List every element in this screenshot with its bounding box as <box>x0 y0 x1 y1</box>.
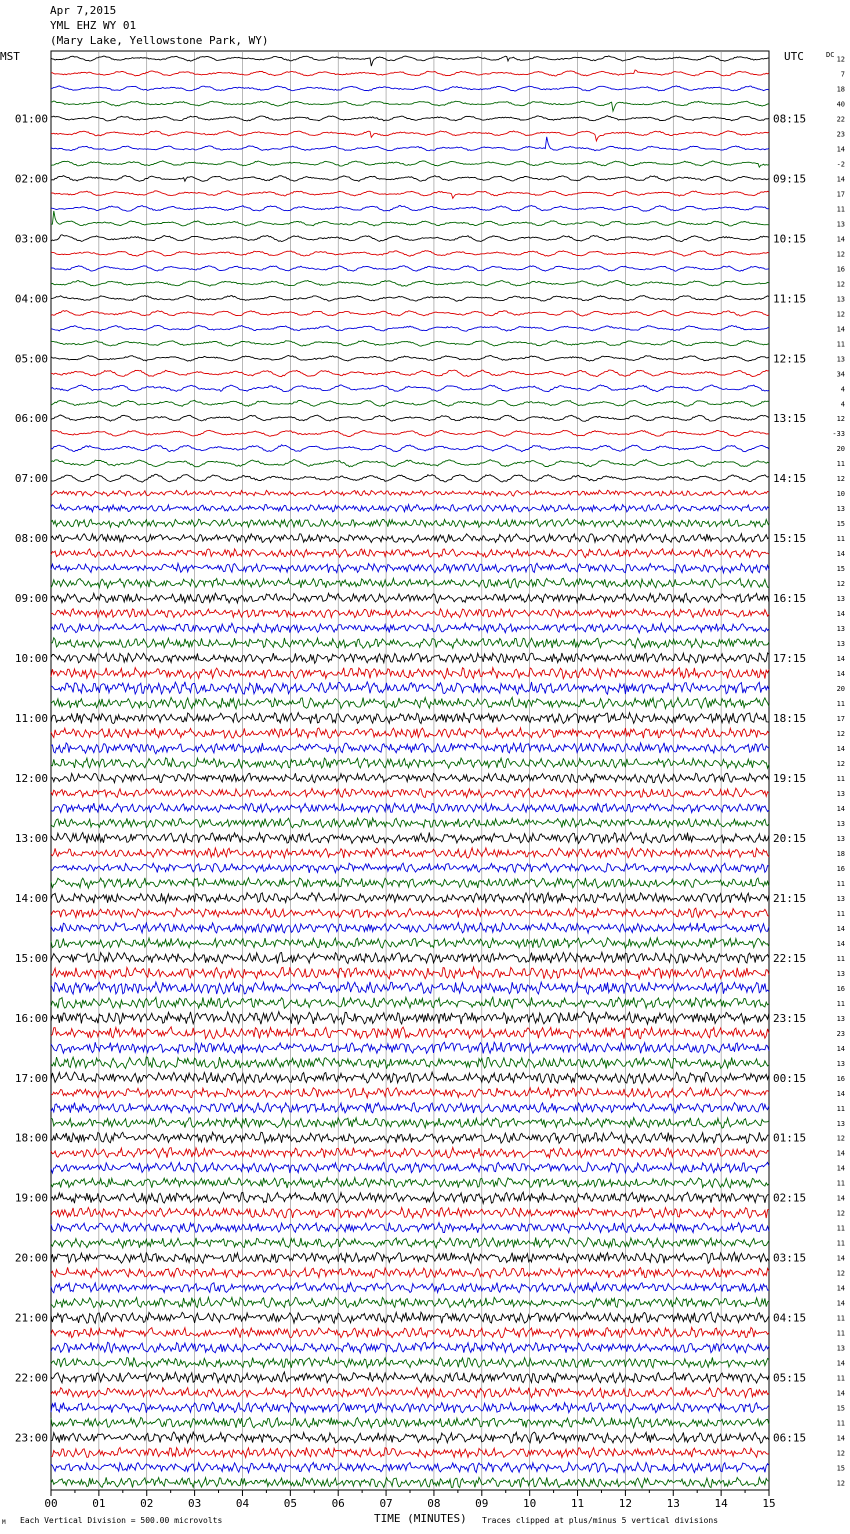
trace-line-50 <box>51 803 769 813</box>
utc-hour-label: 08:15 <box>773 112 807 126</box>
x-axis-title: TIME (MINUTES) <box>374 1512 467 1525</box>
dc-offset-value: 12 <box>836 310 845 319</box>
chart-date: Apr 7,2015 <box>50 4 117 17</box>
trace-line-22 <box>51 385 769 392</box>
dc-offset-value: 14 <box>836 1089 845 1098</box>
trace-line-77 <box>51 1208 769 1219</box>
trace-line-66 <box>51 1042 769 1053</box>
utc-hour-label: 23:15 <box>773 1011 807 1025</box>
clip-note: Traces clipped at plus/minus 5 vertical divisions <box>482 1516 719 1525</box>
dc-offset-value: 16 <box>836 265 845 274</box>
x-tick-label: 13 <box>666 1497 680 1510</box>
dc-offset-value: 4 <box>840 400 845 409</box>
trace-line-15 <box>51 281 769 287</box>
trace-line-29 <box>51 490 769 496</box>
x-tick-label: 01 <box>92 1497 106 1510</box>
mst-hour-label: 09:00 <box>14 592 48 606</box>
trace-line-27 <box>51 459 769 466</box>
trace-line-59 <box>51 938 769 949</box>
dc-offset-value: 15 <box>836 520 845 529</box>
dc-offset-value: 12 <box>836 1209 845 1218</box>
dc-offset-value: 10 <box>836 490 845 499</box>
mst-hour-label: 05:00 <box>14 352 48 366</box>
trace-line-3 <box>51 101 769 111</box>
dc-offset-value: 14 <box>836 1194 845 1203</box>
dc-offset-value: 15 <box>836 1464 845 1473</box>
dc-offset-value: 11 <box>836 1104 845 1113</box>
utc-hour-label: 06:15 <box>773 1431 807 1445</box>
dc-offset-value: 11 <box>836 700 845 709</box>
dc-offset-value: 12 <box>836 1134 845 1143</box>
trace-line-16 <box>51 296 769 302</box>
dc-offset-value: 13 <box>836 1344 845 1353</box>
x-tick-label: 06 <box>331 1497 345 1510</box>
trace-line-54 <box>51 863 769 873</box>
trace-line-85 <box>51 1327 769 1337</box>
mst-hour-label: 04:00 <box>14 292 48 306</box>
dc-offset-value: 13 <box>836 220 845 229</box>
trace-line-67 <box>51 1057 769 1069</box>
utc-hour-label: 21:15 <box>773 891 807 905</box>
x-tick-label: 08 <box>427 1497 441 1510</box>
trace-line-5 <box>51 131 769 141</box>
trace-line-65 <box>51 1027 769 1039</box>
utc-hour-label: 18:15 <box>773 712 807 726</box>
dc-offset-value: 14 <box>836 1149 845 1158</box>
dc-offset-value: 12 <box>836 730 845 739</box>
dc-offset-value: 14 <box>836 1284 845 1293</box>
trace-line-9 <box>51 191 769 199</box>
mst-hour-label: 19:00 <box>14 1191 48 1205</box>
trace-line-42 <box>51 682 769 694</box>
trace-line-20 <box>51 356 769 362</box>
dc-offset-value: 14 <box>836 745 845 754</box>
utc-hour-label: 05:15 <box>773 1371 807 1385</box>
utc-hour-label: 16:15 <box>773 592 807 606</box>
utc-hour-label: 10:15 <box>773 232 807 246</box>
trace-line-82 <box>51 1282 769 1292</box>
trace-line-4 <box>51 116 769 121</box>
trace-line-46 <box>51 743 769 754</box>
dc-offset-value: 17 <box>836 715 845 724</box>
trace-line-90 <box>51 1402 769 1413</box>
utc-hour-label: 14:15 <box>773 472 807 486</box>
trace-line-7 <box>51 161 769 167</box>
trace-line-53 <box>51 848 769 858</box>
dc-offset-value: 11 <box>836 1224 845 1233</box>
dc-offset-value: 12 <box>836 760 845 769</box>
trace-line-26 <box>51 445 769 452</box>
dc-offset-value: -33 <box>832 430 845 439</box>
trace-line-40 <box>51 653 769 663</box>
trace-line-52 <box>51 832 769 843</box>
trace-line-64 <box>51 1012 769 1025</box>
mst-hour-label: 13:00 <box>14 831 48 845</box>
dc-offset-value: 40 <box>836 100 845 109</box>
trace-line-92 <box>51 1432 769 1443</box>
dc-offset-value: 16 <box>836 864 845 873</box>
dc-offset-value: 14 <box>836 145 845 154</box>
trace-line-44 <box>51 713 769 724</box>
trace-line-34 <box>51 563 769 573</box>
dc-offset-value: 13 <box>836 640 845 649</box>
dc-offset-value: 13 <box>836 969 845 978</box>
dc-offset-value: 14 <box>836 1389 845 1398</box>
trace-line-74 <box>51 1162 769 1173</box>
trace-line-30 <box>51 505 769 512</box>
dc-offset-value: 14 <box>836 670 845 679</box>
utc-hour-label: 01:15 <box>773 1131 807 1145</box>
dc-offset-value: 13 <box>836 505 845 514</box>
dc-offset-value: 23 <box>836 1029 845 1038</box>
dc-offset-value: 18 <box>836 85 845 94</box>
dc-offset-value: 11 <box>836 774 845 783</box>
trace-line-6 <box>51 137 769 151</box>
trace-line-12 <box>51 235 769 242</box>
dc-offset-value: 11 <box>836 1419 845 1428</box>
station-location: (Mary Lake, Yellowstone Park, WY) <box>50 34 269 47</box>
utc-hour-label: 19:15 <box>773 771 807 785</box>
dc-offset-value: 13 <box>836 1059 845 1068</box>
utc-hour-label: 15:15 <box>773 532 807 546</box>
mst-hour-label: 02:00 <box>14 172 48 186</box>
dc-offset-value: 14 <box>836 610 845 619</box>
trace-line-38 <box>51 623 769 633</box>
trace-line-79 <box>51 1237 769 1248</box>
utc-hour-label: 12:15 <box>773 352 807 366</box>
trace-line-69 <box>51 1088 769 1098</box>
mst-hour-label: 10:00 <box>14 652 48 666</box>
mst-hour-label: 08:00 <box>14 532 48 546</box>
dc-offset-value: 11 <box>836 1329 845 1338</box>
dc-offset-value: 11 <box>836 954 845 963</box>
dc-offset-value: 11 <box>836 1239 845 1248</box>
x-tick-label: 05 <box>283 1497 297 1510</box>
dc-offset-value: 11 <box>836 1314 845 1323</box>
dc-offset-value: 15 <box>836 1404 845 1413</box>
trace-line-49 <box>51 788 769 798</box>
trace-line-51 <box>51 818 769 828</box>
dc-offset-value: 17 <box>836 190 845 199</box>
dc-offset-value: 11 <box>836 340 845 349</box>
trace-line-35 <box>51 578 769 588</box>
mst-hour-label: 07:00 <box>14 472 48 486</box>
trace-line-24 <box>51 415 769 421</box>
mst-hour-label: 22:00 <box>14 1371 48 1385</box>
trace-line-55 <box>51 878 769 888</box>
trace-line-37 <box>51 609 769 618</box>
dc-offset-value: 12 <box>836 250 845 259</box>
trace-line-48 <box>51 773 769 783</box>
utc-hour-label: 02:15 <box>773 1191 807 1205</box>
trace-line-11 <box>51 211 769 226</box>
dc-offset-value: 13 <box>836 1119 845 1128</box>
mst-hour-label: 01:00 <box>14 112 48 126</box>
scale-marker: M <box>2 1519 6 1526</box>
trace-line-73 <box>51 1148 769 1158</box>
dc-offset-value: 14 <box>836 1359 845 1368</box>
dc-offset-value: 13 <box>836 355 845 364</box>
trace-line-81 <box>51 1267 769 1277</box>
trace-line-62 <box>51 982 769 994</box>
dc-offset-value: 13 <box>836 834 845 843</box>
trace-line-63 <box>51 997 769 1008</box>
dc-offset-value: 12 <box>836 280 845 289</box>
trace-line-86 <box>51 1342 769 1353</box>
dc-offset-value: 13 <box>836 894 845 903</box>
trace-line-89 <box>51 1387 769 1398</box>
trace-line-57 <box>51 908 769 918</box>
mst-hour-label: 14:00 <box>14 891 48 905</box>
x-tick-label: 00 <box>44 1497 58 1510</box>
utc-hour-label: 09:15 <box>773 172 807 186</box>
dc-offset-value: 16 <box>836 1074 845 1083</box>
dc-offset-value: 11 <box>836 1374 845 1383</box>
dc-offset-value: 12 <box>836 1479 845 1488</box>
dc-offset-value: 12 <box>836 415 845 424</box>
dc-offset-value: 20 <box>836 445 845 454</box>
trace-line-60 <box>51 952 769 963</box>
trace-line-70 <box>51 1103 769 1113</box>
trace-line-95 <box>51 1477 769 1488</box>
trace-line-14 <box>51 266 769 272</box>
trace-line-56 <box>51 893 769 904</box>
trace-line-0 <box>51 56 769 66</box>
dc-offset-value: 13 <box>836 1014 845 1023</box>
dc-offset-value: 12 <box>836 1449 845 1458</box>
dc-offset-value: 14 <box>836 655 845 664</box>
dc-offset-value: 13 <box>836 295 845 304</box>
mst-hour-label: 23:00 <box>14 1431 48 1445</box>
mst-hour-label: 20:00 <box>14 1251 48 1265</box>
dc-offset-value: 14 <box>836 1254 845 1263</box>
dc-offset-label: DC <box>826 51 835 59</box>
mst-hour-label: 21:00 <box>14 1311 48 1325</box>
trace-line-19 <box>51 341 769 347</box>
dc-offset-value: 14 <box>836 804 845 813</box>
trace-line-33 <box>51 549 769 558</box>
trace-line-8 <box>51 176 769 182</box>
dc-offset-value: 11 <box>836 535 845 544</box>
trace-line-80 <box>51 1252 769 1263</box>
trace-line-45 <box>51 728 769 738</box>
trace-line-25 <box>51 430 769 436</box>
dc-offset-value: 14 <box>836 175 845 184</box>
trace-line-75 <box>51 1178 769 1188</box>
trace-line-2 <box>51 86 769 91</box>
x-tick-label: 12 <box>618 1497 633 1510</box>
x-tick-label: 11 <box>570 1497 585 1510</box>
vertical-scale-note: Each Vertical Division = 500.00 microvolts <box>20 1516 223 1525</box>
dc-offset-value: 15 <box>836 565 845 574</box>
x-tick-label: 10 <box>523 1497 537 1510</box>
utc-hour-label: 11:15 <box>773 292 807 306</box>
dc-offset-value: 14 <box>836 235 845 244</box>
x-tick-label: 15 <box>762 1497 776 1510</box>
trace-line-61 <box>51 967 769 979</box>
trace-line-68 <box>51 1072 769 1083</box>
dc-offset-value: 14 <box>836 939 845 948</box>
trace-line-71 <box>51 1118 769 1128</box>
trace-line-39 <box>51 638 769 649</box>
x-tick-label: 04 <box>235 1497 250 1510</box>
utc-hour-label: 20:15 <box>773 831 807 845</box>
mst-hour-label: 12:00 <box>14 771 48 785</box>
x-tick-label: 14 <box>714 1497 728 1510</box>
dc-offset-value: 4 <box>840 385 845 394</box>
dc-offset-value: 7 <box>840 70 845 79</box>
mst-hour-label: 15:00 <box>14 951 48 965</box>
trace-line-94 <box>51 1462 769 1472</box>
utc-hour-label: 00:15 <box>773 1071 807 1085</box>
trace-line-88 <box>51 1372 769 1383</box>
x-tick-label: 03 <box>187 1497 202 1510</box>
utc-hour-label: 17:15 <box>773 652 807 666</box>
utc-hour-label: 03:15 <box>773 1251 807 1265</box>
dc-offset-value: 16 <box>836 984 845 993</box>
trace-line-76 <box>51 1192 769 1203</box>
dc-offset-value: 12 <box>836 475 845 484</box>
trace-line-83 <box>51 1297 769 1307</box>
dc-offset-value: 13 <box>836 625 845 634</box>
dc-offset-value: 22 <box>836 115 845 124</box>
trace-line-23 <box>51 400 769 406</box>
dc-offset-value: 13 <box>836 595 845 604</box>
dc-offset-value: 20 <box>836 685 845 694</box>
dc-offset-value: 11 <box>836 879 845 888</box>
dc-offset-value: 12 <box>836 580 845 589</box>
trace-line-28 <box>51 474 769 482</box>
x-tick-label: 02 <box>140 1497 154 1510</box>
dc-offset-value: 12 <box>836 55 845 64</box>
mst-hour-label: 16:00 <box>14 1011 48 1025</box>
trace-line-91 <box>51 1418 769 1428</box>
dc-offset-value: 18 <box>836 849 845 858</box>
trace-line-78 <box>51 1223 769 1233</box>
utc-hour-label: 04:15 <box>773 1311 807 1325</box>
dc-offset-value: 11 <box>836 909 845 918</box>
dc-offset-value: 11 <box>836 205 845 214</box>
trace-line-72 <box>51 1132 769 1143</box>
trace-line-43 <box>51 697 769 708</box>
mst-hour-label: 18:00 <box>14 1131 48 1145</box>
trace-line-10 <box>51 206 769 212</box>
dc-offset-value: 11 <box>836 460 845 469</box>
x-tick-label: 07 <box>379 1497 393 1510</box>
dc-offset-value: 11 <box>836 1179 845 1188</box>
dc-offset-value: 14 <box>836 924 845 933</box>
trace-line-32 <box>51 534 769 543</box>
trace-line-13 <box>51 251 769 257</box>
trace-line-84 <box>51 1312 769 1323</box>
dc-offset-value: 13 <box>836 789 845 798</box>
left-timezone-label: MST <box>0 50 20 63</box>
dc-offset-value: 11 <box>836 999 845 1008</box>
trace-line-21 <box>51 370 769 377</box>
trace-line-41 <box>51 668 769 679</box>
trace-line-93 <box>51 1447 769 1457</box>
trace-line-36 <box>51 593 769 603</box>
dc-offset-value: 14 <box>836 1299 845 1308</box>
dc-offset-value: 13 <box>836 819 845 828</box>
x-tick-label: 09 <box>475 1497 489 1510</box>
utc-hour-label: 22:15 <box>773 951 807 965</box>
dc-offset-value: 14 <box>836 325 845 334</box>
dc-offset-value: -2 <box>836 160 845 169</box>
trace-line-1 <box>51 70 769 76</box>
dc-offset-value: 23 <box>836 130 845 139</box>
dc-offset-value: 14 <box>836 1044 845 1053</box>
trace-line-58 <box>51 923 769 933</box>
dc-offset-value: 12 <box>836 1269 845 1278</box>
trace-line-47 <box>51 758 769 768</box>
mst-hour-label: 17:00 <box>14 1071 48 1085</box>
mst-hour-label: 03:00 <box>14 232 48 246</box>
dc-offset-value: 34 <box>836 370 845 379</box>
trace-line-18 <box>51 325 769 331</box>
dc-offset-value: 14 <box>836 1164 845 1173</box>
dc-offset-value: 14 <box>836 550 845 559</box>
right-timezone-label: UTC <box>784 50 804 63</box>
trace-line-87 <box>51 1358 769 1368</box>
trace-line-31 <box>51 519 769 527</box>
trace-line-17 <box>51 310 769 316</box>
mst-hour-label: 06:00 <box>14 412 48 426</box>
station-code: YML EHZ WY 01 <box>50 19 137 32</box>
mst-hour-label: 11:00 <box>14 712 48 726</box>
dc-offset-value: 14 <box>836 1434 845 1443</box>
utc-hour-label: 13:15 <box>773 412 807 426</box>
